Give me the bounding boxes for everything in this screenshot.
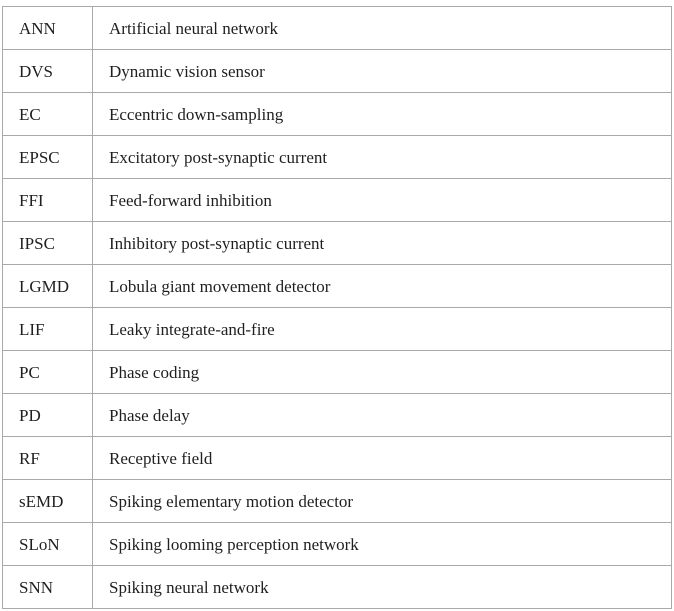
- abbreviation-cell: SLoN: [3, 523, 93, 566]
- table-row: [3, 566, 672, 609]
- definition-cell: Artificial neural network: [93, 7, 672, 50]
- abbreviation-cell: DVS: [3, 50, 93, 93]
- table-row: [3, 50, 672, 93]
- table-row: [3, 93, 672, 136]
- abbreviation-cell: LIF: [3, 308, 93, 351]
- abbreviation-cell: RF: [3, 437, 93, 480]
- abbreviation-cell: PD: [3, 394, 93, 437]
- abbreviation-cell: IPSC: [3, 222, 93, 265]
- table-row: [3, 523, 672, 566]
- abbreviation-cell: EPSC: [3, 136, 93, 179]
- abbreviations-table-body: [3, 7, 672, 609]
- definition-cell: Spiking neural network: [93, 566, 672, 609]
- abbreviation-cell: PC: [3, 351, 93, 394]
- abbreviation-cell: LGMD: [3, 265, 93, 308]
- definition-cell: Phase coding: [93, 351, 672, 394]
- abbreviation-cell: ANN: [3, 7, 93, 50]
- definition-cell: Spiking elementary motion detector: [93, 480, 672, 523]
- abbreviation-cell: sEMD: [3, 480, 93, 523]
- table-row: [3, 222, 672, 265]
- table-row: [3, 394, 672, 437]
- table-row: [3, 265, 672, 308]
- definition-cell: Receptive field: [93, 437, 672, 480]
- table-row: [3, 480, 672, 523]
- table-row: [3, 7, 672, 50]
- definition-cell: Phase delay: [93, 394, 672, 437]
- abbreviation-cell: SNN: [3, 566, 93, 609]
- table-row: [3, 136, 672, 179]
- definition-cell: Inhibitory post-synaptic current: [93, 222, 672, 265]
- table-row: [3, 437, 672, 480]
- definition-cell: Leaky integrate-and-fire: [93, 308, 672, 351]
- abbreviations-table: [2, 6, 672, 609]
- table-row: [3, 308, 672, 351]
- definition-cell: Dynamic vision sensor: [93, 50, 672, 93]
- definition-cell: Feed-forward inhibition: [93, 179, 672, 222]
- definition-cell: Spiking looming perception network: [93, 523, 672, 566]
- definition-cell: Lobula giant movement detector: [93, 265, 672, 308]
- abbreviation-cell: FFI: [3, 179, 93, 222]
- definition-cell: Eccentric down-sampling: [93, 93, 672, 136]
- table-row: [3, 351, 672, 394]
- definition-cell: Excitatory post-synaptic current: [93, 136, 672, 179]
- abbreviation-cell: EC: [3, 93, 93, 136]
- table-row: [3, 179, 672, 222]
